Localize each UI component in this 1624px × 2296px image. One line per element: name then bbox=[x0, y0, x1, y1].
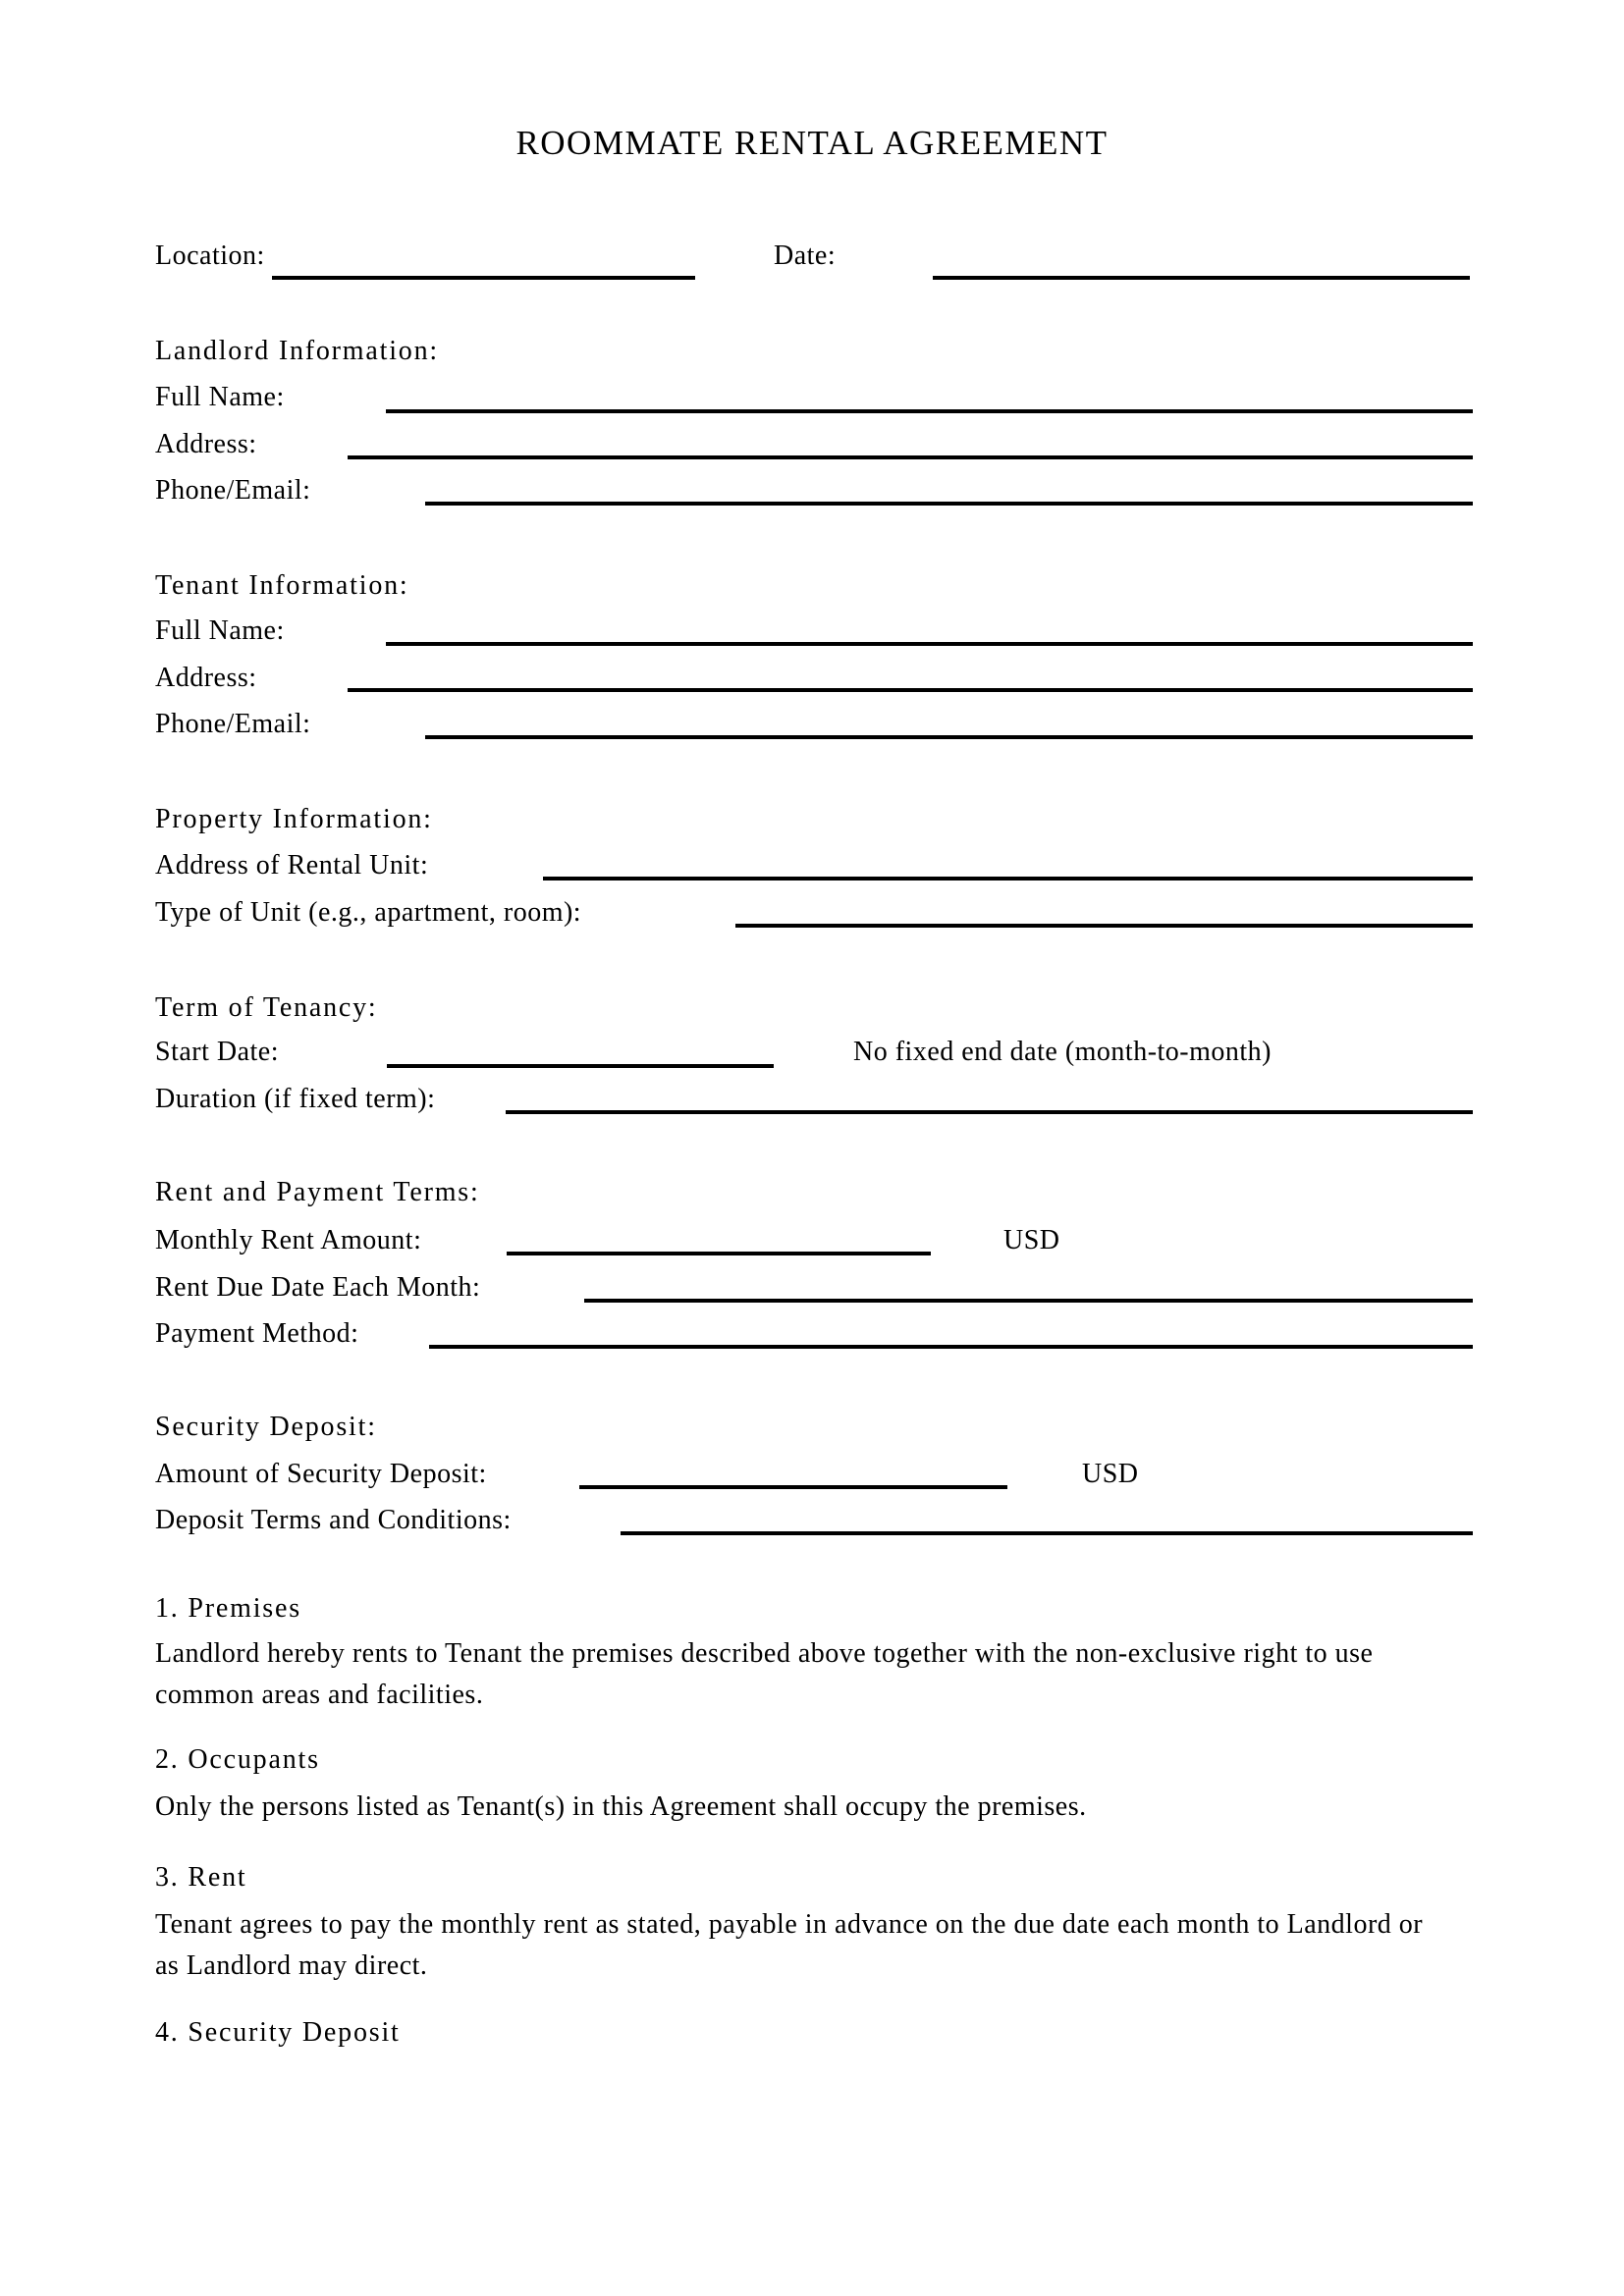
start-date-label: Start Date: bbox=[155, 1037, 280, 1067]
landlord-address-label: Address: bbox=[155, 429, 257, 459]
tenant-address-label: Address: bbox=[155, 663, 257, 693]
payment-method-label: Payment Method: bbox=[155, 1318, 359, 1349]
clause-2-title: 2. Occupants bbox=[155, 1744, 320, 1775]
duration-label: Duration (if fixed term): bbox=[155, 1084, 436, 1114]
landlord-phone-email-fill-line bbox=[425, 502, 1473, 506]
property-section-heading: Property Information: bbox=[155, 804, 433, 834]
start-date-fill-line bbox=[387, 1064, 774, 1068]
term-section-heading: Term of Tenancy: bbox=[155, 992, 378, 1023]
document-title: ROOMMATE RENTAL AGREEMENT bbox=[515, 124, 1109, 162]
deposit-section-heading: Security Deposit: bbox=[155, 1412, 377, 1442]
monthly-rent-fill-line bbox=[507, 1252, 931, 1255]
tenant-phone-email-fill-line bbox=[425, 735, 1473, 739]
no-fixed-end-date-note: No fixed end date (month-to-month) bbox=[853, 1037, 1272, 1067]
landlord-section-heading: Landlord Information: bbox=[155, 336, 439, 366]
monthly-rent-label: Monthly Rent Amount: bbox=[155, 1225, 422, 1255]
landlord-phone-email-label: Phone/Email: bbox=[155, 475, 311, 506]
landlord-full-name-fill-line bbox=[386, 409, 1473, 413]
monthly-rent-currency-label: USD bbox=[1003, 1225, 1060, 1255]
duration-fill-line bbox=[506, 1110, 1473, 1114]
landlord-address-fill-line bbox=[348, 455, 1473, 459]
deposit-currency-label: USD bbox=[1082, 1459, 1139, 1489]
clause-1-title: 1. Premises bbox=[155, 1593, 301, 1624]
landlord-full-name-label: Full Name: bbox=[155, 382, 285, 412]
location-fill-line bbox=[272, 276, 695, 280]
property-address-fill-line bbox=[543, 877, 1473, 881]
tenant-section-heading: Tenant Information: bbox=[155, 570, 409, 601]
date-label: Date: bbox=[774, 240, 837, 271]
clause-4-title: 4. Security Deposit bbox=[155, 2017, 401, 2048]
payment-method-fill-line bbox=[429, 1345, 1473, 1349]
property-type-label: Type of Unit (e.g., apartment, room): bbox=[155, 897, 582, 928]
rent-section-heading: Rent and Payment Terms: bbox=[155, 1177, 480, 1207]
rent-due-date-label: Rent Due Date Each Month: bbox=[155, 1272, 481, 1303]
property-type-fill-line bbox=[735, 924, 1473, 928]
clause-3-body: Tenant agrees to pay the monthly rent as stated, payable in advance on the due date each month to Landlord or as Landlord may direct. bbox=[155, 1909, 1424, 1981]
deposit-terms-label: Deposit Terms and Conditions: bbox=[155, 1505, 512, 1535]
tenant-address-fill-line bbox=[348, 688, 1473, 692]
location-label: Location: bbox=[155, 240, 265, 271]
deposit-amount-label: Amount of Security Deposit: bbox=[155, 1459, 487, 1489]
clause-3-title: 3. Rent bbox=[155, 1862, 247, 1893]
property-address-label: Address of Rental Unit: bbox=[155, 850, 429, 881]
tenant-full-name-label: Full Name: bbox=[155, 615, 285, 646]
deposit-amount-fill-line bbox=[579, 1485, 1007, 1489]
date-fill-line bbox=[933, 276, 1470, 280]
clause-2-body: Only the persons listed as Tenant(s) in this Agreement shall occupy the premises. bbox=[155, 1791, 1087, 1822]
tenant-full-name-fill-line bbox=[386, 642, 1473, 646]
rent-due-date-fill-line bbox=[584, 1299, 1473, 1303]
clause-1-body: Landlord hereby rents to Tenant the premises described above together with the non-exclusive right to use common areas and facilities. bbox=[155, 1638, 1374, 1710]
deposit-terms-fill-line bbox=[621, 1531, 1473, 1535]
tenant-phone-email-label: Phone/Email: bbox=[155, 709, 311, 739]
